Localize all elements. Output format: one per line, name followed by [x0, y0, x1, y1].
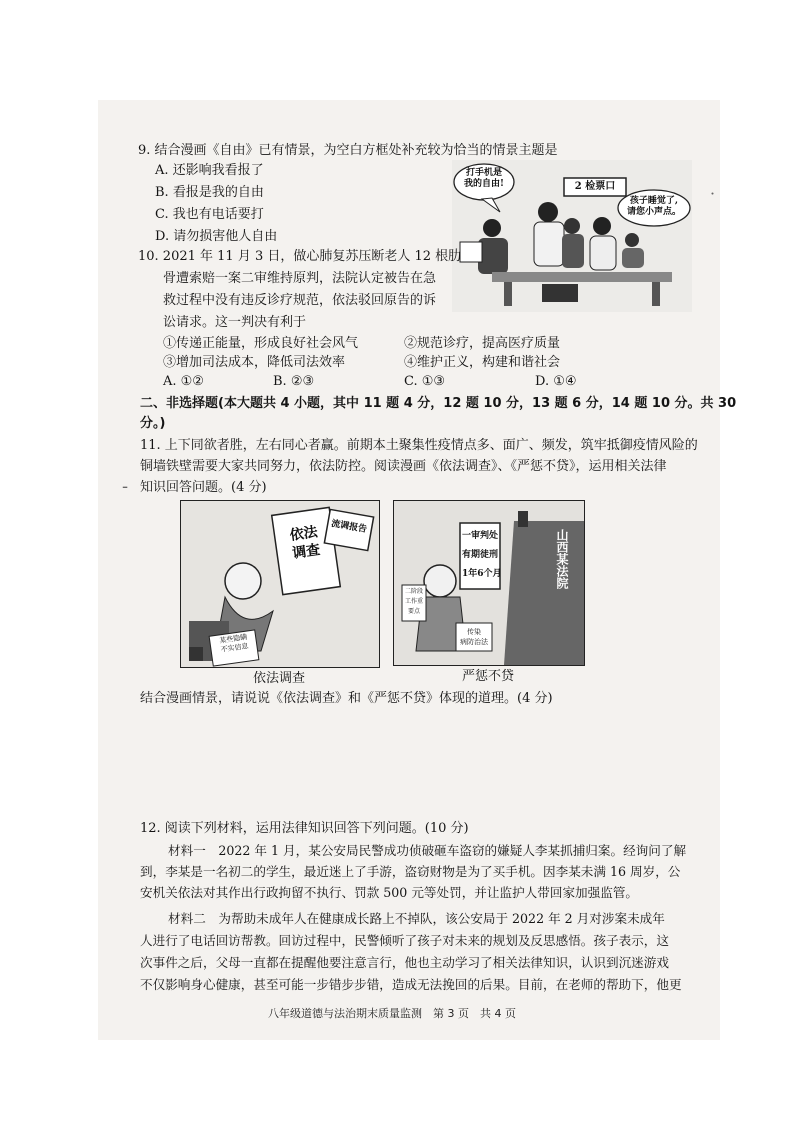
- q11-line-2: 铜墙铁壁需要大家共同努力，依法防控。阅读漫画《依法调查》、《严惩不贷》，运用相关法律: [140, 459, 667, 474]
- comic-freedom: [452, 160, 692, 312]
- q12-stem: 12. 阅读下列材料，运用法律知识回答下列问题。(10 分): [140, 821, 469, 836]
- q12-m1-line-3: 安机关依法对其作出行政拘留不执行、罚款 500 元等处罚，并让监护人带回家加强监管。: [140, 885, 639, 900]
- caption-investigation: 依法调查: [252, 671, 305, 686]
- sign-verdict: 一审判处 有期徒刑 1年6个月: [462, 531, 502, 579]
- sign-report: 流调报告: [330, 518, 368, 536]
- q10-item-3: ③增加司法成本，降低司法效率: [163, 355, 346, 370]
- section-2-heading: 二、非选择题(本大题共 4 小题，其中 11 题 4 分，12 题 10 分，13 题 6 分，14 题 10 分。共 30: [140, 396, 737, 411]
- scan-mark: -: [122, 476, 129, 497]
- q11-line-1: 11. 上下同欲者胜，左右同心者赢。前期本土聚集性疫情点多、面广、频发，筑牢抵御疫情风险的: [140, 438, 698, 453]
- paper-law: 传染 病防治法: [460, 628, 488, 646]
- section-2-heading-cont: 分。): [140, 416, 166, 431]
- comic-investigation: [180, 500, 380, 668]
- q12-m2-line-3: 次事件之后，父母一直都在提醒他要注意言行，他也主动学习了相关法律知识，认识到沉迷游戏: [140, 955, 669, 970]
- q11-question: 结合漫画情景，请说说《依法调查》和《严惩不贷》体现的道理。(4 分): [140, 691, 553, 706]
- bubble-phone: 打手机是 我的自由!: [464, 168, 504, 189]
- q9-stem: 9. 结合漫画《自由》已有情景，为空白方框处补充较为恰当的情景主题是: [138, 143, 558, 158]
- scan-mark: ˙: [708, 190, 717, 211]
- q12-m1-line-1: 材料一 2022 年 1 月，某公安局民警成功侦破砸车盗窃的嫌疑人李某抓捕归案。经询问了解: [168, 843, 687, 858]
- q9-option-c: C. 我也有电话要打: [155, 207, 264, 222]
- q9-option-a: A. 还影响我看报了: [155, 163, 264, 178]
- q12-m1-line-2: 到，李某是一名初二的学生，最近迷上了手游，盗窃财物是为了买手机。因李某未满 16 周岁，公: [140, 864, 681, 879]
- q10-option-b: B. ②③: [273, 374, 315, 389]
- comic-punishment: [393, 500, 585, 666]
- q12-m2-line-1: 材料二 为帮助未成年人在健康成长路上不掉队，该公安局于 2022 年 2 月对涉案未成年: [168, 911, 665, 926]
- q10-line-1: 10. 2021 年 11 月 3 日，做心肺复苏压断老人 12 根肋: [138, 249, 462, 264]
- sign-investigate: 依法 调查: [288, 524, 322, 562]
- q10-item-4: ④维护正义，构建和谐社会: [404, 355, 561, 370]
- bubble-child: 孩子睡觉了, 请您小声点。: [626, 196, 681, 217]
- paper-key-points: 二阶段 工作重 要点: [404, 588, 423, 615]
- q10-item-1: ①传递正能量，形成良好社会风气: [163, 336, 359, 351]
- q10-line-3: 救过程中没有违反诊疗规范，依法驳回原告的诉: [163, 293, 437, 308]
- paper-info: 某些隐瞒 不实信息: [218, 633, 249, 654]
- q10-line-2: 骨遭索赔一案二审维持原判，法院认定被告在急: [163, 271, 437, 286]
- caption-punishment: 严惩不贷: [461, 669, 514, 684]
- page-footer: 八年级道德与法治期末质量监测 第 3 页 共 4 页: [268, 1007, 516, 1020]
- sign-gate: 2 检票口: [574, 181, 616, 192]
- q12-m2-line-4: 不仅影响身心健康，甚至可能一步错步步错，造成无法挽回的后果。目前，在老师的帮助下，他更: [140, 977, 682, 992]
- sign-court: 山西某法院: [555, 529, 569, 589]
- q12-m2-line-2: 人进行了电话回访帮教。回访过程中，民警倾听了孩子对未来的规划及反思感悟。孩子表示，这: [140, 933, 669, 948]
- q10-line-4: 讼请求。这一判决有利于: [163, 315, 307, 330]
- q10-option-a: A. ①②: [163, 374, 204, 389]
- q10-option-c: C. ①③: [404, 374, 446, 389]
- q11-line-3: 知识回答问题。(4 分): [140, 480, 267, 495]
- q10-item-2: ②规范诊疗，提高医疗质量: [404, 336, 561, 351]
- q9-option-b: B. 看报是我的自由: [155, 185, 264, 200]
- q9-option-d: D. 请勿损害他人自由: [155, 229, 278, 244]
- q10-option-d: D. ①④: [535, 374, 577, 389]
